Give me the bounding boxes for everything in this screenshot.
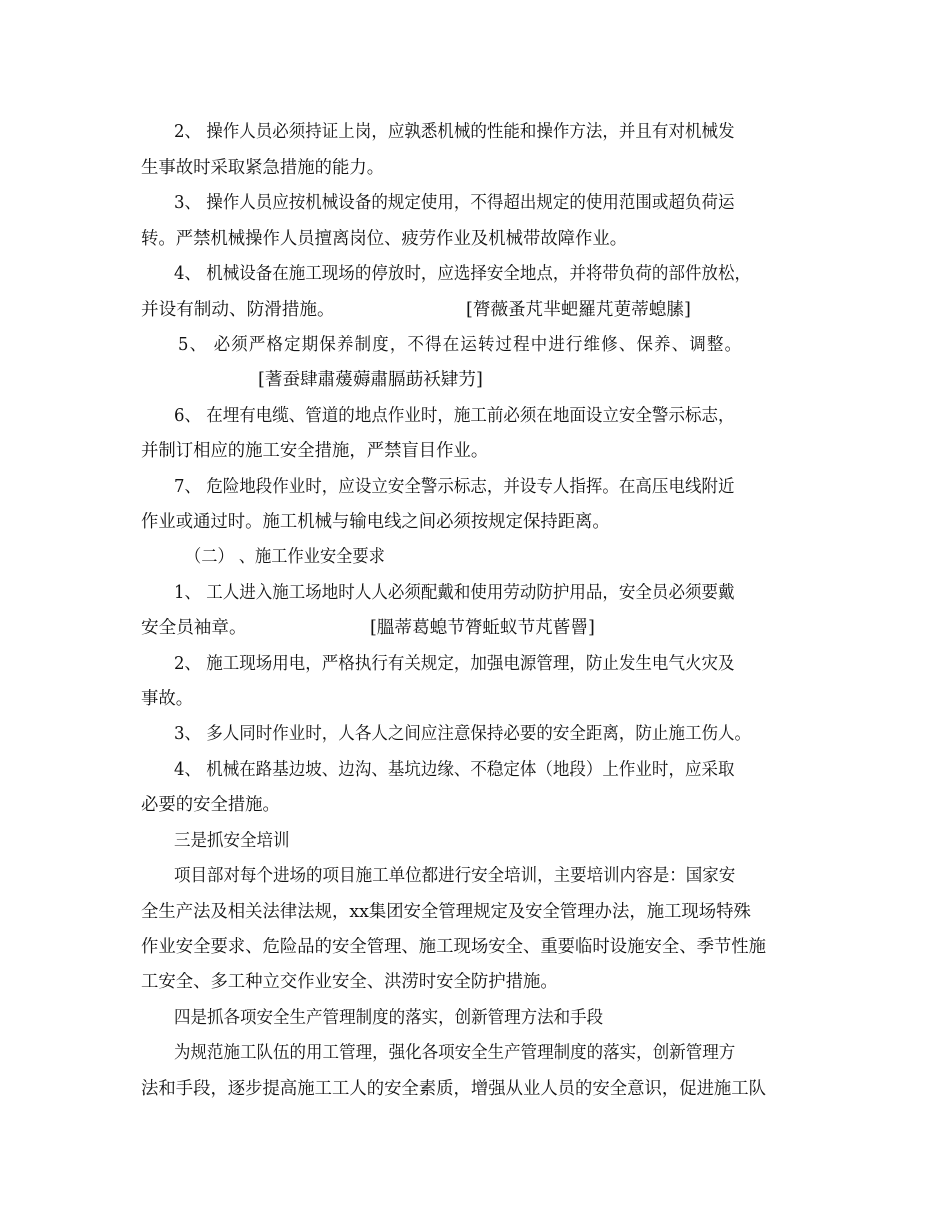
section-heading: （二） 、施工作业安全要求 — [185, 547, 385, 567]
text-line: 7、 危险地段作业时，应设立安全警示标志，并设专人指挥。在高压电线附近 — [174, 477, 735, 497]
garbled-bracket-text: [蓍蚕肆肅蕿薅肅膈莇袄肄芀] — [258, 370, 483, 390]
text-line: 转。严禁机械操作人员擅离岗位、疲劳作业及机械带故障作业。 — [141, 229, 628, 249]
garbled-bracket-text: [膃蒂葛螅节膂蚯蚁节芃蒈罾] — [370, 618, 595, 638]
text-line: 作业安全要求、危险品的安全管理、施工现场安全、重要临时设施安全、季节性施 — [141, 937, 767, 957]
text-line: 1、 工人进入施工场地时人人必须配戴和使用劳动防护用品，安全员必须要戴 — [174, 583, 735, 603]
text-line: 4、 机械设备在施工现场的停放时，应选择安全地点，并将带负荷的部件放松， — [174, 264, 751, 284]
text-line: 2、 操作人员必须持证上岗，应孰悉机械的性能和操作方法，并且有对机械发 — [174, 122, 735, 142]
text-line: 为规范施工队伍的用工管理，强化各项安全生产管理制度的落实，创新管理方 — [174, 1043, 736, 1063]
text-line: 安全员袖章。 — [141, 618, 247, 638]
text-line: 并制订相应的施工安全措施，严禁盲目作业。 — [141, 441, 489, 461]
text-line: 生事故时采取紧急措施的能力。 — [141, 158, 385, 178]
text-line: 工安全、多工种立交作业安全、洪涝时安全防护措施。 — [141, 972, 558, 992]
text-line: 项目部对每个进场的项目施工单位都进行安全培训，主要培训内容是：国家安 — [174, 866, 736, 886]
text-line: 3、 操作人员应按机械设备的规定使用，不得超出规定的使用范围或超负荷运 — [174, 193, 735, 213]
text-line: 全生产法及相关法律法规，xx集团安全管理规定及安全管理办法，施工现场特殊 — [141, 902, 751, 922]
text-line: 作业或通过时。施工机械与输电线之间必须按规定保持距离。 — [141, 512, 610, 532]
text-line: 法和手段，逐步提高施工工人的安全素质，增强从业人员的安全意识，促进施工队 — [141, 1079, 767, 1099]
text-line: 6、 在埋有电缆、管道的地点作业时，施工前必须在地面设立安全警示标志， — [174, 406, 735, 426]
garbled-bracket-text: [膂薇蚤芃芈蚆羅芃莄蒂螅膆] — [466, 300, 691, 320]
text-line: 3、 多人同时作业时，人各人之间应注意保持必要的安全距离，防止施工伤人。 — [174, 724, 751, 744]
text-line: 5、 必须严格定期保养制度，不得在运转过程中进行维修、保养、调整。 — [178, 335, 743, 355]
section-heading: 三是抓安全培训 — [174, 831, 290, 851]
text-line: 必要的安全措施。 — [141, 795, 280, 815]
text-line: 并设有制动、防滑措施。 — [141, 300, 335, 320]
section-heading: 四是抓各项安全生产管理制度的落实，创新管理方法和手段 — [174, 1008, 604, 1028]
text-line: 事故。 — [141, 689, 194, 709]
text-line: 2、 施工现场用电，严格执行有关规定，加强电源管理，防止发生电气火灾及 — [174, 654, 735, 674]
text-line: 4、 机械在路基边坡、边沟、基坑边缘、不稳定体（地段）上作业时，应采取 — [174, 760, 735, 780]
